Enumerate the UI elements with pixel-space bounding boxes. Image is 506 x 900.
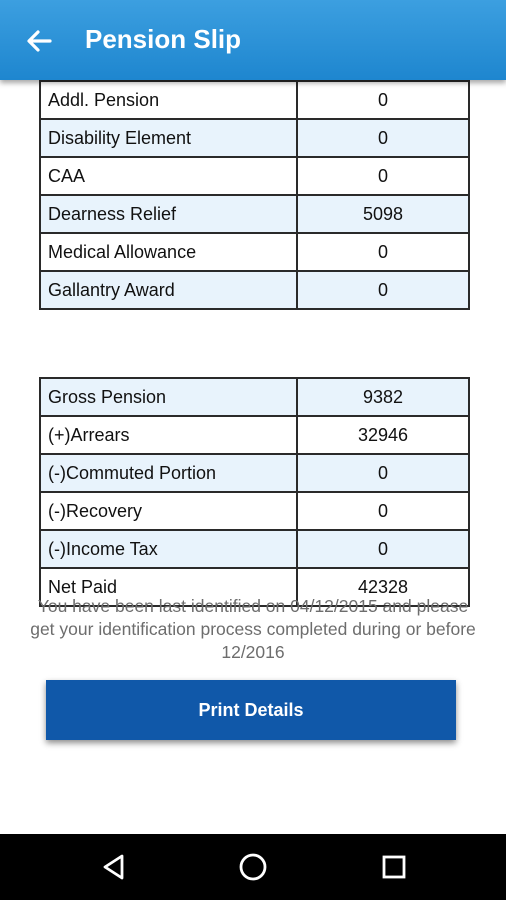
row-value: 0: [297, 454, 469, 492]
row-label: Addl. Pension: [40, 81, 297, 119]
nav-back-button[interactable]: [96, 849, 132, 885]
row-value: 32946: [297, 416, 469, 454]
row-value: 0: [297, 119, 469, 157]
summary-table: [39, 377, 470, 607]
table-row: [40, 416, 469, 454]
row-label: CAA: [40, 157, 297, 195]
nav-recents-button[interactable]: [376, 849, 412, 885]
row-value: 0: [297, 530, 469, 568]
row-value: 42328: [297, 568, 469, 606]
print-details-button[interactable]: Print Details: [46, 680, 456, 740]
table-row: [40, 233, 469, 271]
table-row: [40, 157, 469, 195]
row-value: 0: [297, 233, 469, 271]
circle-home-icon: [238, 852, 268, 882]
row-label: (-)Income Tax: [40, 530, 297, 568]
row-label: (+)Arrears: [40, 416, 297, 454]
table-row: [40, 454, 469, 492]
row-label: Gallantry Award: [40, 271, 297, 309]
app-bar: [0, 0, 506, 80]
table-row: [40, 195, 469, 233]
page-title: Pension Slip: [85, 24, 242, 54]
row-label: Dearness Relief: [40, 195, 297, 233]
row-label: (-)Commuted Portion: [40, 454, 297, 492]
row-label: Gross Pension: [40, 378, 297, 416]
square-recents-icon: [381, 854, 407, 880]
row-label: Net Paid: [40, 568, 297, 606]
table-row: [40, 81, 469, 119]
back-button[interactable]: [20, 22, 58, 60]
table-row: [40, 492, 469, 530]
identification-notice: You have been last identified on 04/12/2015 and please get your identification process completed during or before 12/2016: [30, 596, 476, 662]
breakdown-table: [39, 54, 470, 310]
arrow-left-icon: [25, 27, 53, 55]
row-value: 0: [297, 492, 469, 530]
row-label: (-)Recovery: [40, 492, 297, 530]
row-value: 5098: [297, 195, 469, 233]
table-row: [40, 530, 469, 568]
row-label: Disability Element: [40, 119, 297, 157]
row-value: 0: [297, 157, 469, 195]
triangle-back-icon: [101, 853, 127, 881]
table-row: [40, 271, 469, 309]
system-navigation-bar: [0, 834, 506, 900]
nav-home-button[interactable]: [235, 849, 271, 885]
row-value: 0: [297, 81, 469, 119]
table-row: [40, 119, 469, 157]
row-value: 0: [297, 271, 469, 309]
row-value: 9382: [297, 378, 469, 416]
row-label: Medical Allowance: [40, 233, 297, 271]
table-row: [40, 378, 469, 416]
